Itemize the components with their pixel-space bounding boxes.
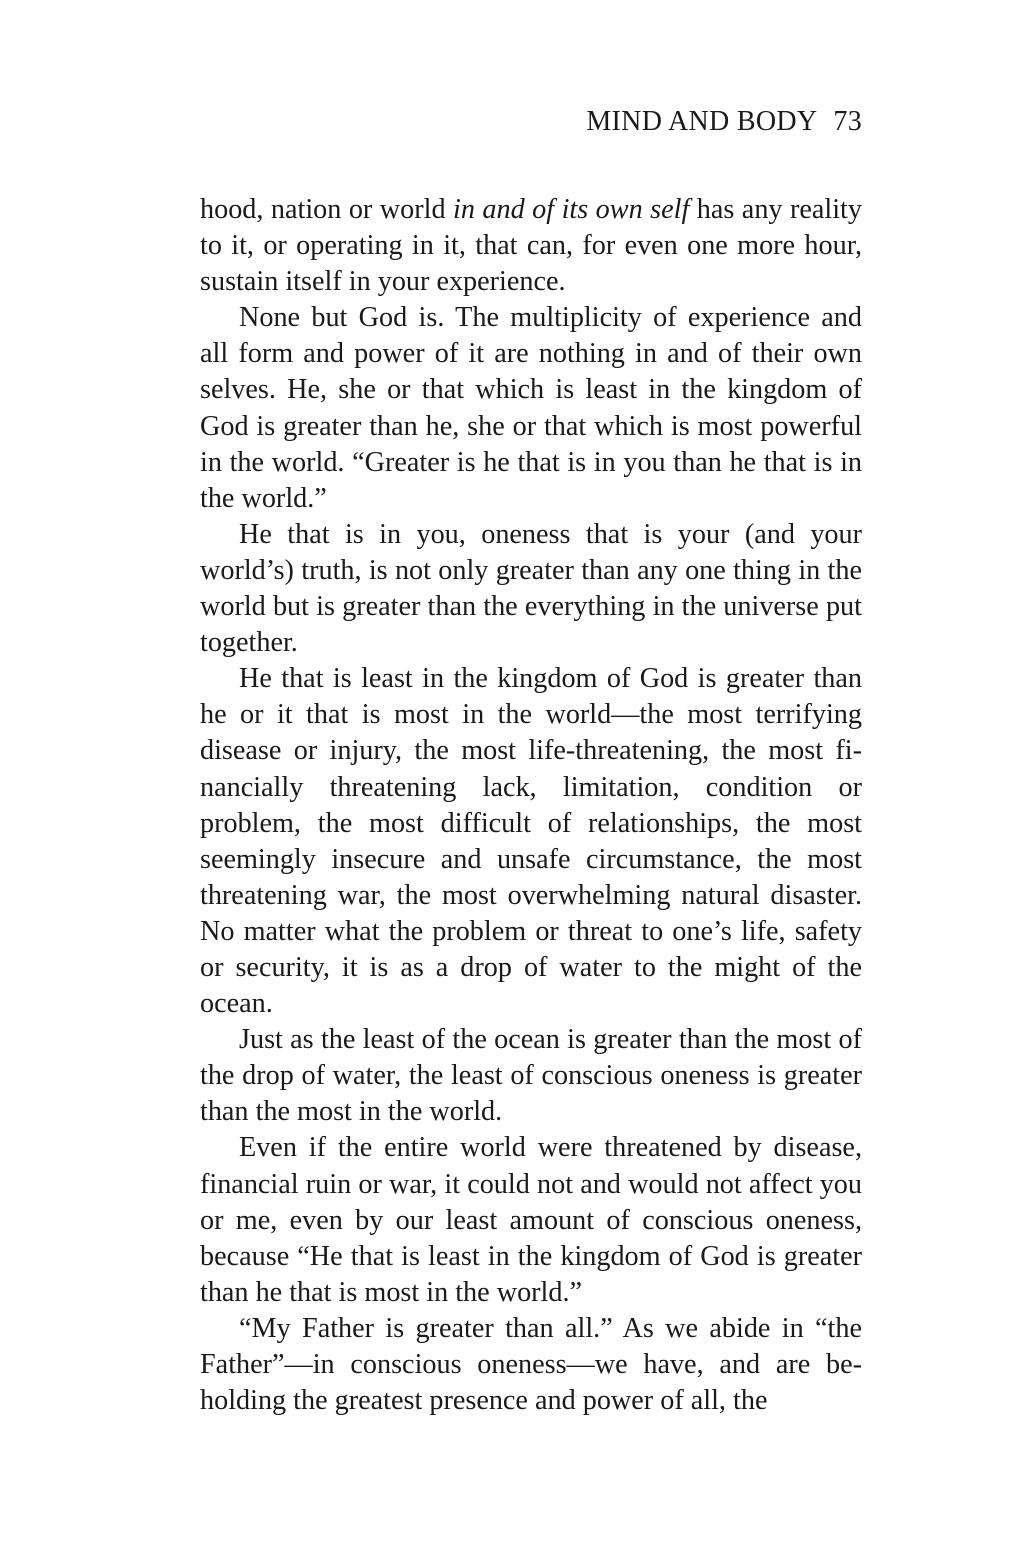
paragraph-1-end: has any reality to it, or operating in it, that can, for even one more hour, sustain itself in your experience. — [200, 194, 862, 298]
page-number: 73 — [833, 106, 862, 137]
paragraph-1-italic: in and of its own self — [453, 194, 690, 225]
paragraph-7: “My Father is greater than all.” As we abide in “the Father”—in conscious oneness—we have, and are beholding the greatest presence and power of all, the — [200, 1312, 862, 1417]
paragraph-1 — [200, 192, 862, 300]
running-header — [586, 106, 862, 138]
paragraph-2: None but God is. The multiplicity of experience and all form and power of it are nothing in and of their own selves. He, she or that which is least in the kingdom of God is greater than he, she or that which is most powerful in the world. “Greater is he that is in you than he that is in the world.” — [200, 302, 862, 514]
running-title: MIND AND BODY — [586, 106, 818, 137]
paragraph-5: Just as the least of the ocean is greater than the most of the drop of water, the least of conscious oneness is greater than the most in the world. — [200, 1024, 862, 1128]
paragraph-1-start: hood, nation or world — [200, 194, 454, 225]
paragraph-6: Even if the entire world were threatened by disease, financial ruin or war, it could not and would not affect you or me, even by our least amount of conscious oneness, because “He that is least in the kingdom of God is greater than he that is most in the world.” — [200, 1132, 862, 1308]
body-text — [200, 192, 862, 1419]
paragraph-4: He that is least in the kingdom of God is greater than he or it that is most in the world—the most terrifying disease or injury, the most life-threatening, the most financially threatening lack, limitation, condition or problem, the most difficult of relationships, the most seemingly insecure and unsafe circumstance, the most threatening war, the most overwhelming natural disaster. No matter what the problem or threat to one’s life, safety or security, it is as a drop of water to the might of the ocean. — [200, 663, 862, 1020]
paragraph-3: He that is in you, oneness that is your (and your world’s) truth, is not only greater than any one thing in the world but is greater than the everything in the universe put together. — [200, 518, 862, 659]
